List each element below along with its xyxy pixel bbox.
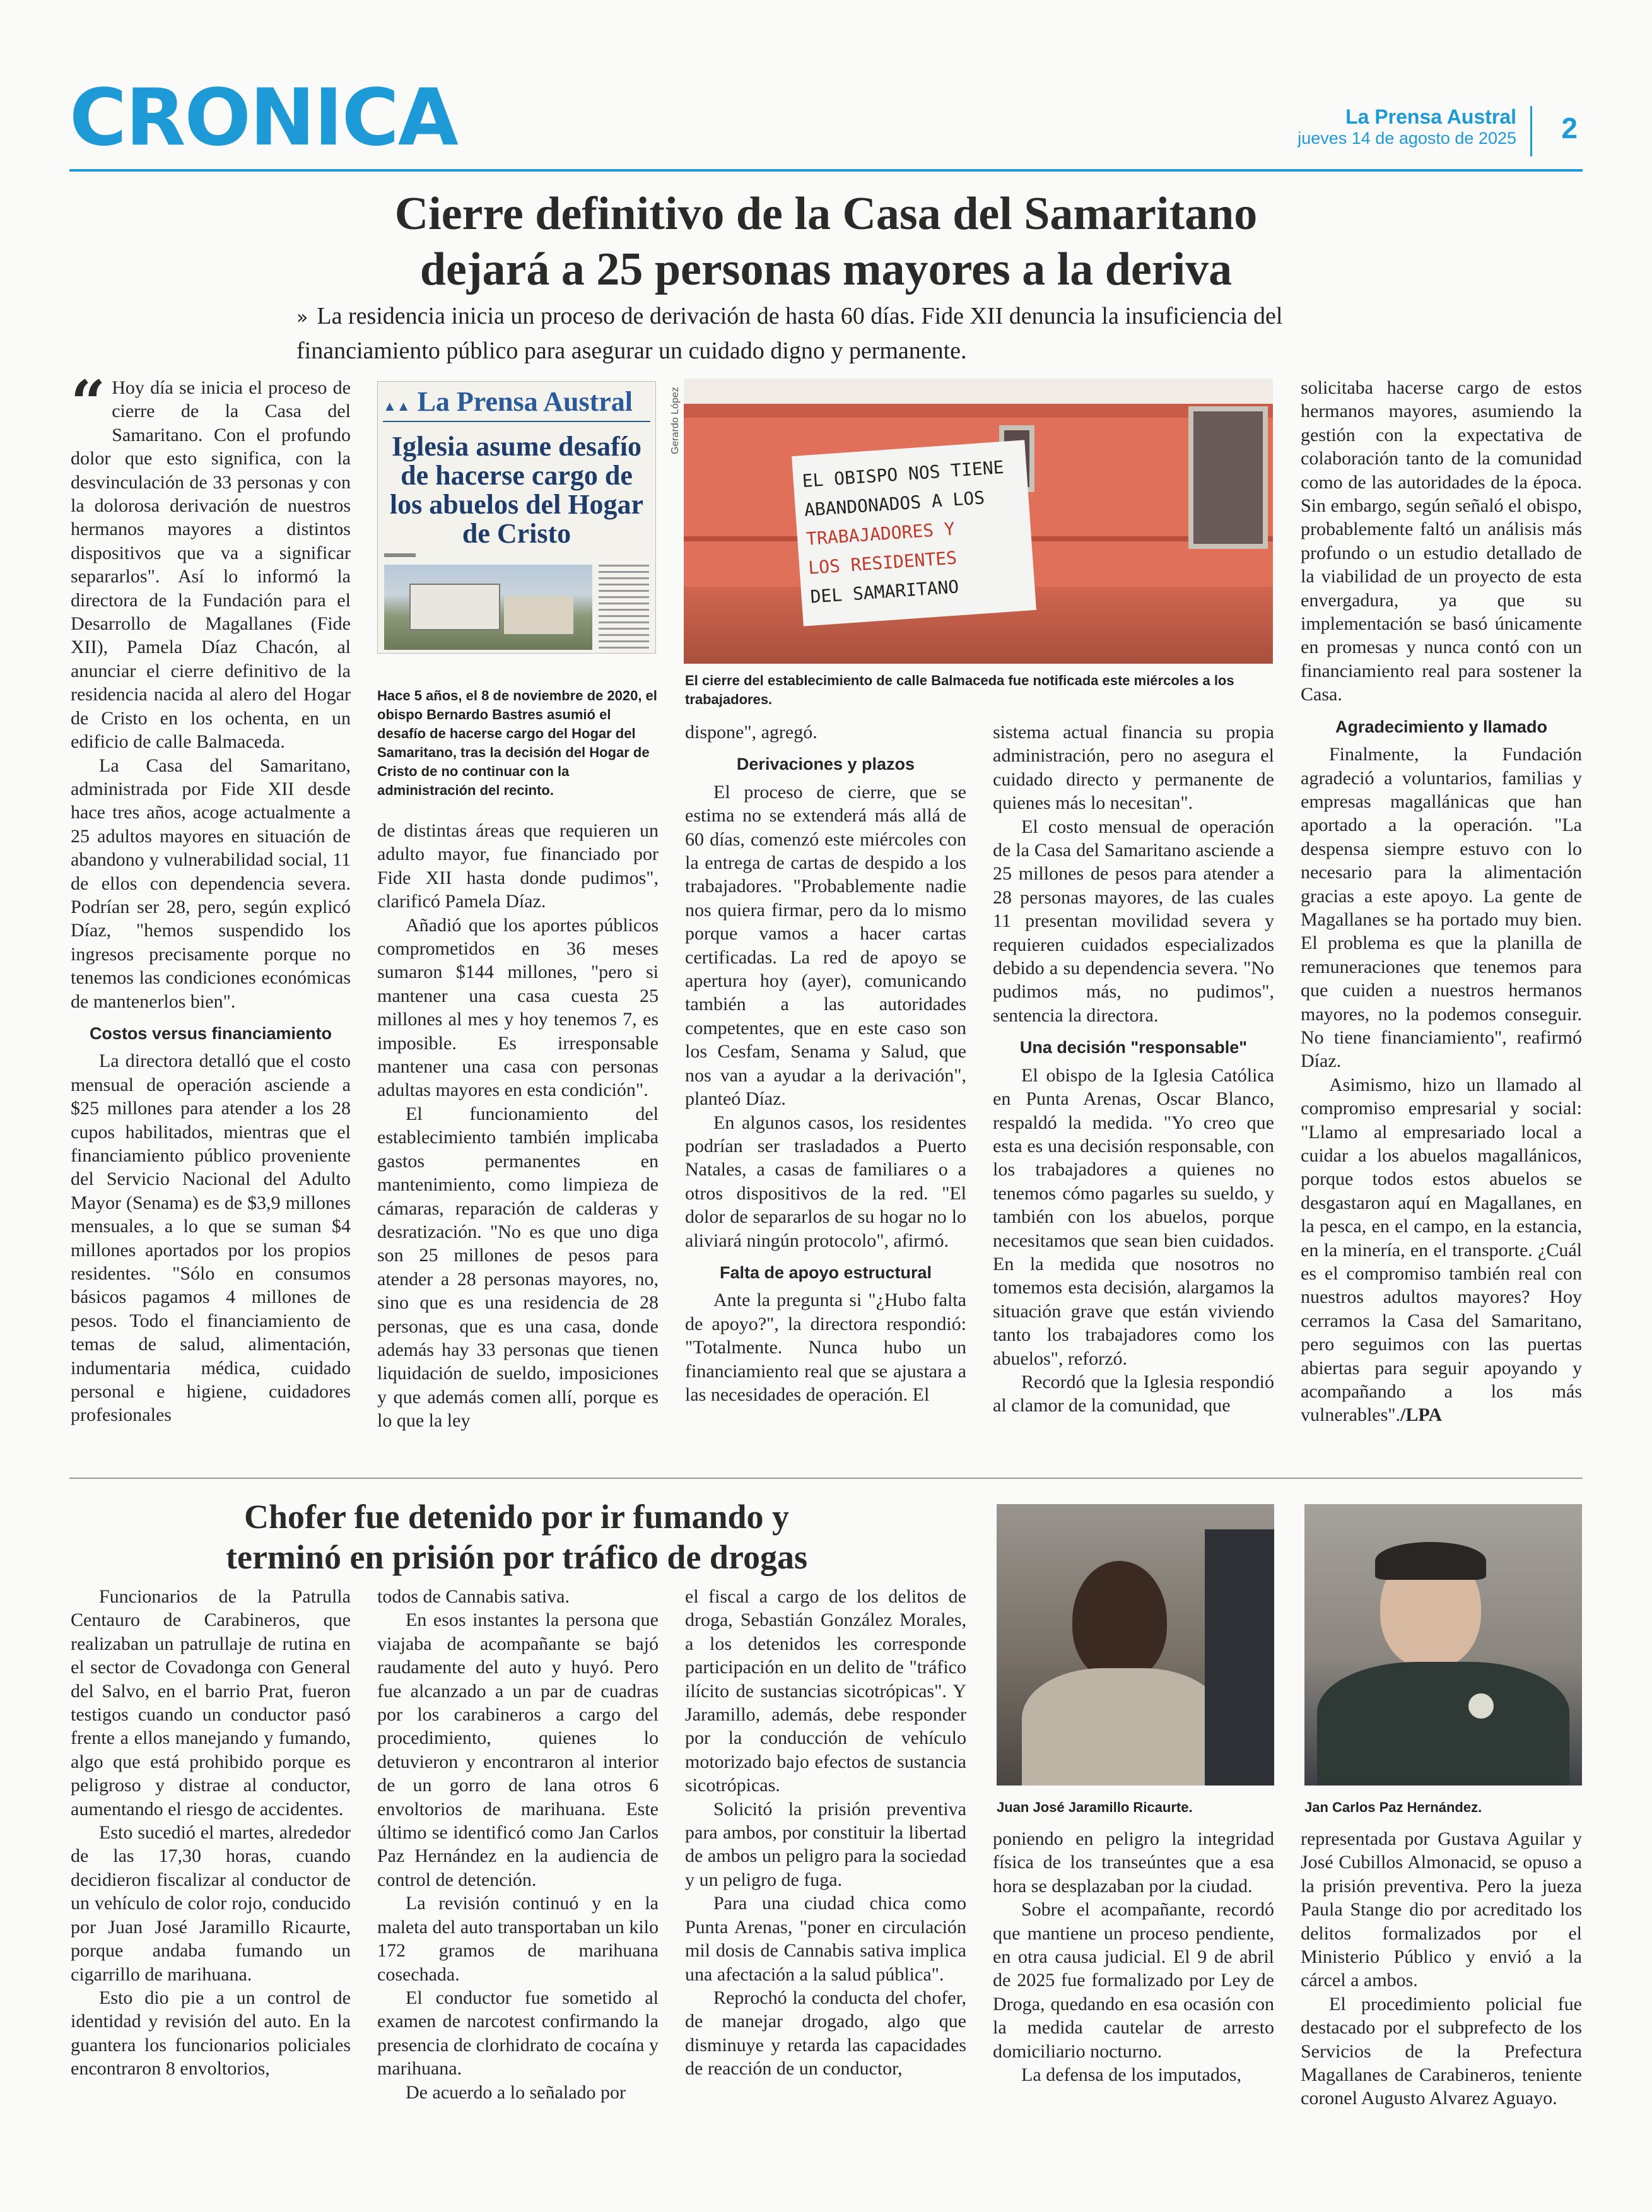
paragraph: Añadió que los aportes públicos comprometidos en 36 meses sumaron $144 millones, "pero si mantener una casa cuesta 25 millones al mes y hoy tenemos 7, es imposible. Es irresponsable mantener una casa con personas adultas mayores en esta condición". xyxy=(377,914,659,1101)
paper-name: La Prensa Austral xyxy=(1345,105,1516,128)
header-divider xyxy=(1530,106,1532,156)
paragraph: El procedimiento policial fue destacado por el subprefecto de los Servicios de la Prefectura Magallanes de Carabineros, teniente coronel Augusto Alvarez Aguayo. xyxy=(1301,1993,1582,2109)
paragraph: dispone", agregó. xyxy=(685,722,817,743)
paragraph: En esos instantes la persona que viajaba de acompañante se bajó raudamente del auto y huyó. Pero fue alcanzado a un par de cuadras por los carabineros a cargo del procedimiento, quienes lo detuvieron y encontraron al interior de un gorro de lana otros 6 envoltorios de marihuana. Este último se identificó como Jan Carlos Paz Hernández en la audiencia de control de detención. xyxy=(377,1609,659,1890)
article2-column-5 xyxy=(1301,1827,1582,2110)
section-title: CRONICA xyxy=(69,73,457,163)
paragraph: todos de Cannabis sativa. xyxy=(377,1586,570,1607)
paragraph: El obispo de la Iglesia Católica en Punta Arenas, Oscar Blanco, respaldó la medida. "Yo creo que esta es una decisión responsable, con los trabajadores a quienes no tenemos cómo pagarles su sueldo, y también con los abuelos, porque necesitamos que sean bien cuidados. En la medida que nosotros no tomemos esta decisión, alargamos la situación grave que están viviendo tanto los trabajadores como los abuelos", reforzó. xyxy=(993,1064,1274,1369)
article-headline xyxy=(0,186,1652,297)
paragraph: Funcionarios de la Patrulla Centauro de Carabineros, que realizaban un patrullaje de rutina en el sector de Covadonga con General del Salvo, en el barrio Prat, fueron testigos cuando un conductor pasó frente a ellos manejando y fumando, algo que está prohibido porque es peligroso y distrae al conductor, aumentando el riesgo de accidentes. xyxy=(71,1586,351,1820)
subheading: Una decisión "responsable" xyxy=(1019,1038,1248,1057)
newspaper-clipping-image xyxy=(377,381,656,654)
logo-icon: ▲▲ xyxy=(383,398,411,414)
paragraph: La revisión continuó y en la maleta del auto transportaban un kilo 172 gramos de marihuana cosechada. xyxy=(377,1893,659,1985)
paragraph: Para una ciudad chica como Punta Arenas, "poner en circulación mil dosis de Cannabis sativa implica una afectación a la salud pública". xyxy=(685,1893,966,1985)
banner-line: ABANDONADOS A LOS xyxy=(803,487,986,521)
subheading: Falta de apoyo estructural xyxy=(719,1262,932,1282)
paragraph: sistema actual financia su propia administración, pero no asegura el cuidado directo y permanente de quienes más lo necesitan". xyxy=(993,722,1274,814)
banner-line: DEL SAMARITANO xyxy=(809,576,960,608)
paragraph: Esto sucedió el martes, alrededor de las 17,30 horas, cuando decidieron fiscalizar al conductor de un vehículo de color rojo, conducido por Juan José Jaramillo Ricaurte, porque andaba fumando un cigarrillo de marihuana. xyxy=(71,1822,351,1985)
paragraph: El conductor fue sometido al examen de narcotest confirmando la presencia de clorhidrato de cocaína y marihuana. xyxy=(377,1987,659,2080)
paragraph: Recordó que la Iglesia respondió al clamor de la comunidad, que xyxy=(993,1371,1274,1416)
paragraph: Esto dio pie a un control de identidad y revisión del auto. En la guantera los funcionarios policiales encontraron 8 envoltorios, xyxy=(71,1987,351,2080)
suspect-photo-2 xyxy=(1304,1504,1582,1785)
clipping-photo xyxy=(384,565,592,650)
author-signature: /LPA xyxy=(1400,1404,1443,1426)
paragraph: La defensa de los imputados, xyxy=(1021,2064,1242,2086)
paragraph: En algunos casos, los residentes podrían ser trasladados a Puerto Natales, a casas de familiares o a otros dispositivos de la red. "El dolor de separarlos de su hogar no lo aliviará ningún protocolo", afirmó. xyxy=(685,1112,966,1251)
subheading: Agradecimiento y llamado xyxy=(1335,717,1548,736)
protest-banner-photo xyxy=(684,379,1273,664)
lead-paragraph xyxy=(71,367,351,754)
photo2-caption: Jan Carlos Paz Hernández. xyxy=(1304,1799,1482,1815)
headline-line-2: terminó en prisión por tráfico de drogas xyxy=(226,1538,807,1576)
paragraph: poniendo en peligro la integridad física de los transeúntes que a esa hora se desplazaban por la ciudad. xyxy=(993,1828,1274,1897)
section-divider xyxy=(69,1478,1583,1479)
page-number: 2 xyxy=(1561,112,1578,144)
paragraph: de distintas áreas que requieren un adulto mayor, fue financiado por Fide XII hasta donde pudimos", clarificó Pamela Díaz. xyxy=(377,820,659,912)
banner-line: LOS RESIDENTES xyxy=(807,547,958,579)
paragraph: representada por Gustava Aguilar y José Cubillos Almonacid, se opuso a la prisión preventiva. Pero la jueza Paula Stange dio por acreditado los delitos formalizados por el Ministerio Público y envió a la cárcel a ambos. xyxy=(1301,1828,1582,1991)
paragraph: solicitaba hacerse cargo de estos hermanos mayores, asumiendo la gestión con la expectativa de colaboración tanto de la comunidad como de las autoridades de la época. Sin embargo, según señaló el obispo, probablemente faltó un análisis más profundo o un estudio detallado de la viabilidad de un proyecto de esta envergadura, ya que su implementación se basó únicamente en promesas y nunca contó con un financiamiento real para sostener la Casa. xyxy=(1301,377,1582,705)
paragraph: el fiscal a cargo de los delitos de droga, Sebastián González Morales, a los detenidos les corresponde participación en un delito de "tráfico ilícito de sustancias sicotrópicas". Y Jaramillo, además, debe responder por la conducción de vehículo motorizado bajo efectos de sustancia sicotrópicas. xyxy=(685,1586,966,1796)
subheading: Costos versus financiamiento xyxy=(89,1023,332,1043)
paragraph xyxy=(1301,1073,1582,1427)
clipping-text-lines xyxy=(599,565,649,650)
article2-column-1 xyxy=(71,1585,351,2081)
paragraph: El proceso de cierre, que se estima no se extenderá más allá de 60 días, comenzó este miércoles con la entrega de cartas de despido a los trabajadores. "Probablemente nadie nos quiera firmar, pero da lo mismo porque vamos a hacer cartas certificadas. La red de apoyo se apertura hoy (ayer), comunicando también a las autoridades competentes, que en este caso son los Cesfam, Senama y Salud, que nos van a ayudar a la derivación", planteó Díaz. xyxy=(685,781,966,1110)
subheading: Derivaciones y plazos xyxy=(736,755,915,774)
paragraph: La directora detalló que el costo mensual de operación asciende a $25 millones para atender a los 28 cupos habilitados, mientras que el financiamiento público proveniente del Servicio Nacional del Adulto Mayor (Senama) es de $3,9 millones mensuales, a lo que se suman $4 millones aportados por los propios residentes. "Sólo en consumos básicos pagamos 4 millones de pesos. Todo el financiamiento de temas de salud, alimentación, indumentaria médica, cuidado personal e higiene, cuidadores profesionales xyxy=(71,1050,351,1426)
paragraph-text: Hoy día se inicia el proceso de cierre de la Casa del Samaritano. Con el profundo dolor que esto significa, con la desvinculación de 33 personas y con la dolorosa derivación de nuestros hermanos mayores a distintos dispositivos que va a significar separarlos". Así lo informó la directora de la Fundación para el Desarrollo de Magallanes (Fide XII), Pamela Díaz Chacón, al anunciar el cierre definitivo de la residencia nacida al alero del Hogar de Cristo en los ochenta, en un edificio de calle Balmaceda. xyxy=(71,377,351,753)
headline-line-1: Cierre definitivo de la Casa del Samaritano xyxy=(394,188,1258,240)
article-column-3 xyxy=(685,721,966,1406)
article-column-2 xyxy=(377,819,659,1433)
paragraph: La Casa del Samaritano, administrada por Fide XII desde hace tres años, acoge actualmente a 25 adultos mayores en situación de abandono y vulnerabilidad social, 11 de ellos con dependencia severa. Podrían ser 28, pero, según explicó Díaz, "hemos suspendido los ingresos precisamente porque no tenemos las condiciones económicas de mantenerlos bien". xyxy=(71,755,351,1012)
header-rule xyxy=(69,169,1583,172)
clipping-masthead: La Prensa Austral xyxy=(417,386,633,417)
banner-line: TRABAJADORES Y xyxy=(805,518,956,550)
article-deck xyxy=(296,300,1381,367)
article-column-4 xyxy=(993,721,1274,1418)
paragraph: El costo mensual de operación de la Casa del Samaritano asciende a 25 millones de pesos para atender a 28 personas mayores, de las cuales 11 presentan movilidad severa y requieren cuidados especializados debido a su dependencia severa. "No pudimos más, no pudimos", sentencia la directora. xyxy=(993,816,1274,1026)
double-chevron-right-icon: » xyxy=(296,307,308,329)
paragraph: Reprochó la conducta del chofer, de manejar drogado, algo que disminuye y retarda las capacidades de reacción de un conductor, xyxy=(685,1987,966,2080)
paragraph-text: Asimismo, hizo un llamado al compromiso empresarial y social: "Llamo al empresariado local a cuidar a los abuelos magallánicos, porque todos estos abuelos se desgastaron aquí en Magallanes, en la pesca, en el campo, en la estancia, en la minería, en el transporte. ¿Cuál es el compromiso también real con nuestros adultos mayores? Hoy cerramos la Casa del Samaritano, pero seguimos con las puertas abiertas para seguir apoyando y acompañando a los más vulnerables". xyxy=(1301,1074,1582,1426)
article2-headline xyxy=(69,1497,964,1577)
photo1-caption: Juan José Jaramillo Ricaurte. xyxy=(997,1799,1193,1815)
clipping-headline: Iglesia asume desafío de hacerse cargo de los abuelos del Hogar de Cristo xyxy=(389,431,644,549)
deck-text: La residencia inicia un proceso de derivación de hasta 60 días. Fide XII denuncia la insuficiencia del financiamiento público para asegurar un cuidado digno y permanente. xyxy=(296,303,1283,364)
article-column-1 xyxy=(71,367,351,1427)
protest-banner xyxy=(792,440,1036,626)
article2-column-2 xyxy=(377,1585,659,2104)
paragraph: Ante la pregunta si "¿Hubo falta de apoyo?", la directora respondió: "Totalmente. Nunca hubo un financiamiento real que se ajustara a las necesidades de operación. El xyxy=(685,1290,966,1405)
article2-column-3 xyxy=(685,1585,966,2081)
photo-caption: El cierre del establecimiento de calle Balmaceda fue notificada este miércoles a los trabajadores. xyxy=(685,673,1234,707)
paragraph: Sobre el acompañante, recordó que mantiene un proceso pendiente, en otra causa judicial. El 9 de abril de 2025 fue formalizado por Ley de Droga, quedando en esa ocasión con la medida cautelar de arresto domiciliario nocturno. xyxy=(993,1899,1274,2062)
clipping-caption: Hace 5 años, el 8 de noviembre de 2020, el obispo Bernardo Bastres asumió el desafío de hacerse cargo del Hogar del Samaritano, tras la decisión del Hogar de Cristo de no continuar con la administración del recinto. xyxy=(377,688,657,798)
headline-line-2: dejará a 25 personas mayores a la deriva xyxy=(419,244,1233,295)
article2-column-4 xyxy=(993,1827,1274,2086)
headline-line-1: Chofer fue detenido por ir fumando y xyxy=(243,1498,790,1536)
open-quote-icon: “ xyxy=(71,367,106,438)
photo-credit: Gerardo López xyxy=(670,387,681,454)
paragraph: Finalmente, la Fundación agradeció a voluntarios, familias y empresas magallánicas que han aportado a la operación. "La despensa siempre estuvo con lo necesario para la alimentación gracias a este apoyo. La gente de Magallanes se ha portado muy bien. El problema es que la planilla de remuneraciones que tenemos para que cuiden a nuestros hermanos mayores, no la podemos conseguir. No tiene financiamiento", reafirmó Díaz. xyxy=(1301,744,1582,1072)
issue-date: jueves 14 de agosto de 2025 xyxy=(1298,129,1516,148)
banner-line: EL OBISPO NOS TIENE xyxy=(801,456,1005,492)
paragraph: Solicitó la prisión preventiva para ambos, por constituir la libertad de ambos un peligro para la sociedad y un peligro de fuga. xyxy=(685,1798,966,1890)
paper-info xyxy=(1298,106,1516,149)
paragraph: El funcionamiento del establecimiento también implicaba gastos permanentes en mantenimiento, como limpieza de cámaras, reparación de calderas y desratización. "No es que uno diga son 25 millones de pesos para atender a 28 personas mayores, no, sino que es una residencia de 28 personas, que es una casa, donde además hay 33 personas que tienen liquidación de sueldo, imposiciones y que además comen allí, porque es lo que la ley xyxy=(377,1103,659,1432)
article-column-5 xyxy=(1301,376,1582,1427)
suspect-photo-1 xyxy=(997,1504,1274,1785)
paragraph: De acuerdo a lo señalado por xyxy=(406,2081,626,2103)
